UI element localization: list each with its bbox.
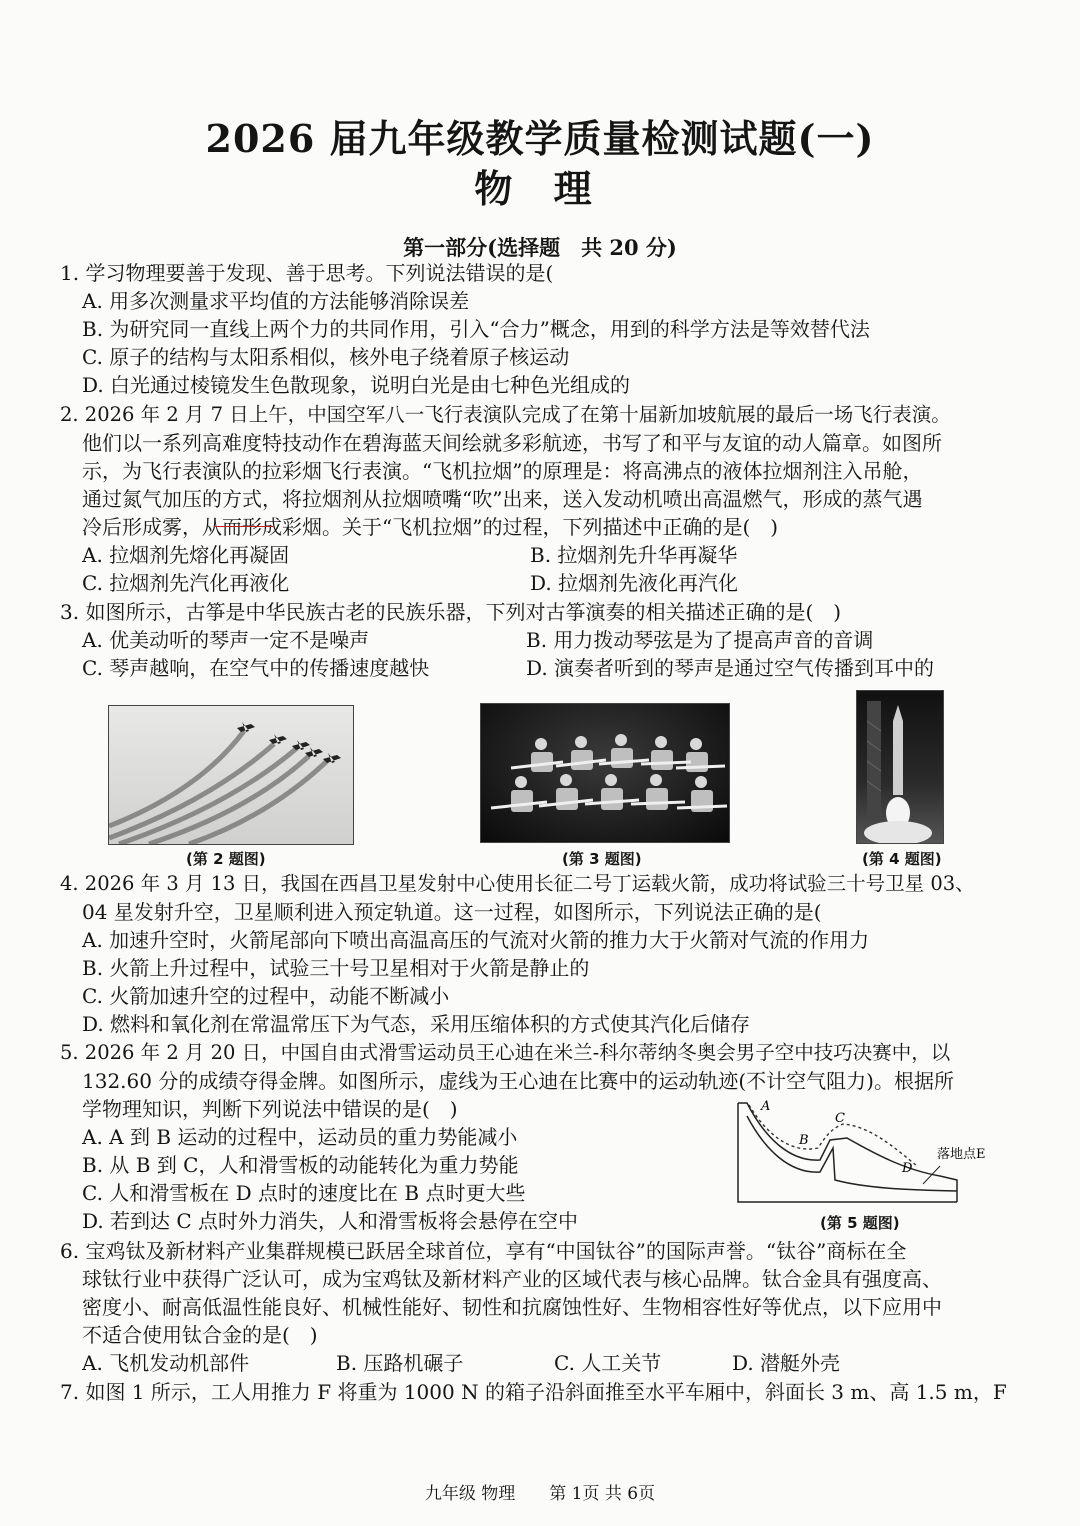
figure-3-caption: (第 3 题图)	[562, 850, 642, 868]
question-3-option-d: D. 演奏者听到的琴声是通过空气传播到耳中的	[526, 656, 935, 680]
question-3-option-c: C. 琴声越响，在空气中的传播速度越快	[82, 656, 430, 680]
question-4-option-d: D. 燃料和氧化剂在常温常压下为气态，采用压缩体积的方式使其汽化后储存	[82, 1012, 751, 1036]
question-5-option-b: B. 从 B 到 C，人和滑雪板的动能转化为重力势能	[82, 1153, 519, 1177]
question-5-option-a: A. A 到 B 运动的过程中，运动员的重力势能减小	[82, 1125, 518, 1149]
label-d: D	[902, 1161, 913, 1176]
question-5-option-c: C. 人和滑雪板在 D 点时的速度比在 B 点时更大些	[82, 1181, 526, 1205]
page-footer: 九年级 物理 第 1页 共 6页	[424, 1484, 656, 1504]
question-5-option-d: D. 若到达 C 点时外力消失，人和滑雪板将会悬停在空中	[82, 1209, 579, 1233]
label-landing-e: 落地点E	[937, 1147, 986, 1162]
question-2-line: 通过氮气加压的方式，将拉烟剂从拉烟喷嘴“吹”出来，送入发动机喷出高温燃气，形成的蒸气遇	[82, 487, 923, 511]
question-4-option-b: B. 火箭上升过程中，试验三十号卫星相对于火箭是静止的	[82, 956, 590, 980]
label-b: B	[799, 1133, 809, 1148]
exam-title: 2026 届九年级教学质量检测试题(一)	[205, 116, 875, 161]
figure-5-caption: (第 5 题图)	[820, 1214, 900, 1232]
question-2-option-c: C. 拉烟剂先汽化再液化	[82, 571, 290, 595]
label-c: C	[835, 1111, 845, 1126]
question-6-option-d: D. 潜艇外壳	[732, 1351, 841, 1375]
question-2-line: 2. 2026 年 2 月 7 日上午，中国空军八一飞行表演队完成了在第十届新加坡航展的最后一场飞行表演。	[60, 403, 951, 426]
question-2-line: 示，为飞行表演队的拉彩烟飞行表演。“飞机拉烟”的原理是：将高沸点的液体拉烟剂注入吊舱，	[82, 459, 923, 483]
question-6-line: 密度小、耐高低温性能良好、机械性能好、韧性和抗腐蚀性好、生物相容性好等优点，以下应用中	[82, 1295, 942, 1319]
question-1-option-b: B. 为研究同一直线上两个力的共同作用，引入“合力”概念，用到的科学方法是等效替代法	[82, 317, 870, 341]
question-5-line: 5. 2026 年 2 月 20 日，中国自由式滑雪运动员王心迪在米兰-科尔蒂纳冬奥会男子空中技巧决赛中，以	[60, 1041, 951, 1064]
question-5-line: 学物理知识，判断下列说法中错误的是( )	[82, 1097, 458, 1121]
figure-3-guzheng-photo	[480, 703, 730, 843]
question-6-line: 不适合使用钛合金的是( )	[82, 1323, 318, 1347]
question-1-option-a: A. 用多次测量求平均值的方法能够消除误差	[82, 289, 470, 313]
question-2-option-d: D. 拉烟剂先液化再汽化	[530, 571, 739, 595]
question-6-option-c: C. 人工关节	[554, 1351, 662, 1375]
question-3-option-b: B. 用力拨动琴弦是为了提高声音的音调	[526, 628, 874, 652]
figure-4-caption: (第 4 题图)	[862, 850, 942, 868]
question-1-option-d: D. 白光通过棱镜发生色散现象，说明白光是由七种色光组成的	[82, 373, 631, 397]
figure-2-caption: (第 2 题图)	[186, 850, 266, 868]
question-4-line: 04 星发射升空，卫星顺利进入预定轨道。这一过程，如图所示，下列说法正确的是(	[82, 900, 822, 924]
subject-title: 物 理	[474, 166, 606, 211]
question-6-option-b: B. 压路机碾子	[336, 1351, 464, 1375]
question-2-option-b: B. 拉烟剂先升华再凝华	[530, 543, 738, 567]
question-1-stem: 1. 学习物理要善于发现、善于思考。下列说法错误的是(	[60, 261, 554, 285]
section-heading: 第一部分(选择题 共 20 分)	[403, 235, 677, 260]
question-2-line: 他们以一系列高难度特技动作在碧海蓝天间绘就多彩航迹，书写了和平与友谊的动人篇章。如图所	[82, 431, 942, 455]
question-4-option-c: C. 火箭加速升空的过程中，动能不断减小	[82, 984, 450, 1008]
question-2-option-a: A. 拉烟剂先熔化再凝固	[82, 543, 290, 567]
question-6-option-a: A. 飞机发动机部件	[82, 1351, 250, 1375]
label-a: A	[761, 1099, 771, 1114]
question-7-stem: 7. 如图 1 所示，工人用推力 F 将重为 1000 N 的箱子沿斜面推至水平车厢中，斜面长 3 m、高 1.5 m，F	[60, 1380, 1007, 1404]
question-6-line: 球钛行业中获得广泛认可，成为宝鸡钛及新材料产业的区域代表与核心品牌。钛合金具有强度高、	[82, 1267, 942, 1291]
figure-5-ski-diagram	[735, 1098, 995, 1208]
red-pen-underline	[214, 526, 274, 527]
question-4-line: 4. 2026 年 3 月 13 日，我国在西昌卫星发射中心使用长征二号丁运载火箭，成功将试验三十号卫星 03、	[60, 872, 975, 895]
question-6-line: 6. 宝鸡钛及新材料产业集群规模已跃居全球首位，享有“中国钛谷”的国际声誉。“钛谷”商标在全	[60, 1239, 907, 1263]
figure-2-jets-photo	[108, 705, 354, 845]
question-1-option-c: C. 原子的结构与太阳系相似，核外电子绕着原子核运动	[82, 345, 570, 369]
question-2-line: 冷后形成雾，从而形成彩烟。关于“飞机拉烟”的过程，下列描述中正确的是( )	[82, 515, 779, 539]
question-3-option-a: A. 优美动听的琴声一定不是噪声	[82, 628, 370, 652]
question-3-stem: 3. 如图所示，古筝是中华民族古老的民族乐器，下列对古筝演奏的相关描述正确的是( )	[60, 600, 842, 624]
question-4-option-a: A. 加速升空时，火箭尾部向下喷出高温高压的气流对火箭的推力大于火箭对气流的作用力	[82, 928, 870, 952]
figure-4-rocket-photo	[856, 690, 944, 844]
question-5-line: 132.60 分的成绩夺得金牌。如图所示，虚线为王心迪在比赛中的运动轨迹(不计空气阻力)。根据所	[82, 1069, 954, 1093]
